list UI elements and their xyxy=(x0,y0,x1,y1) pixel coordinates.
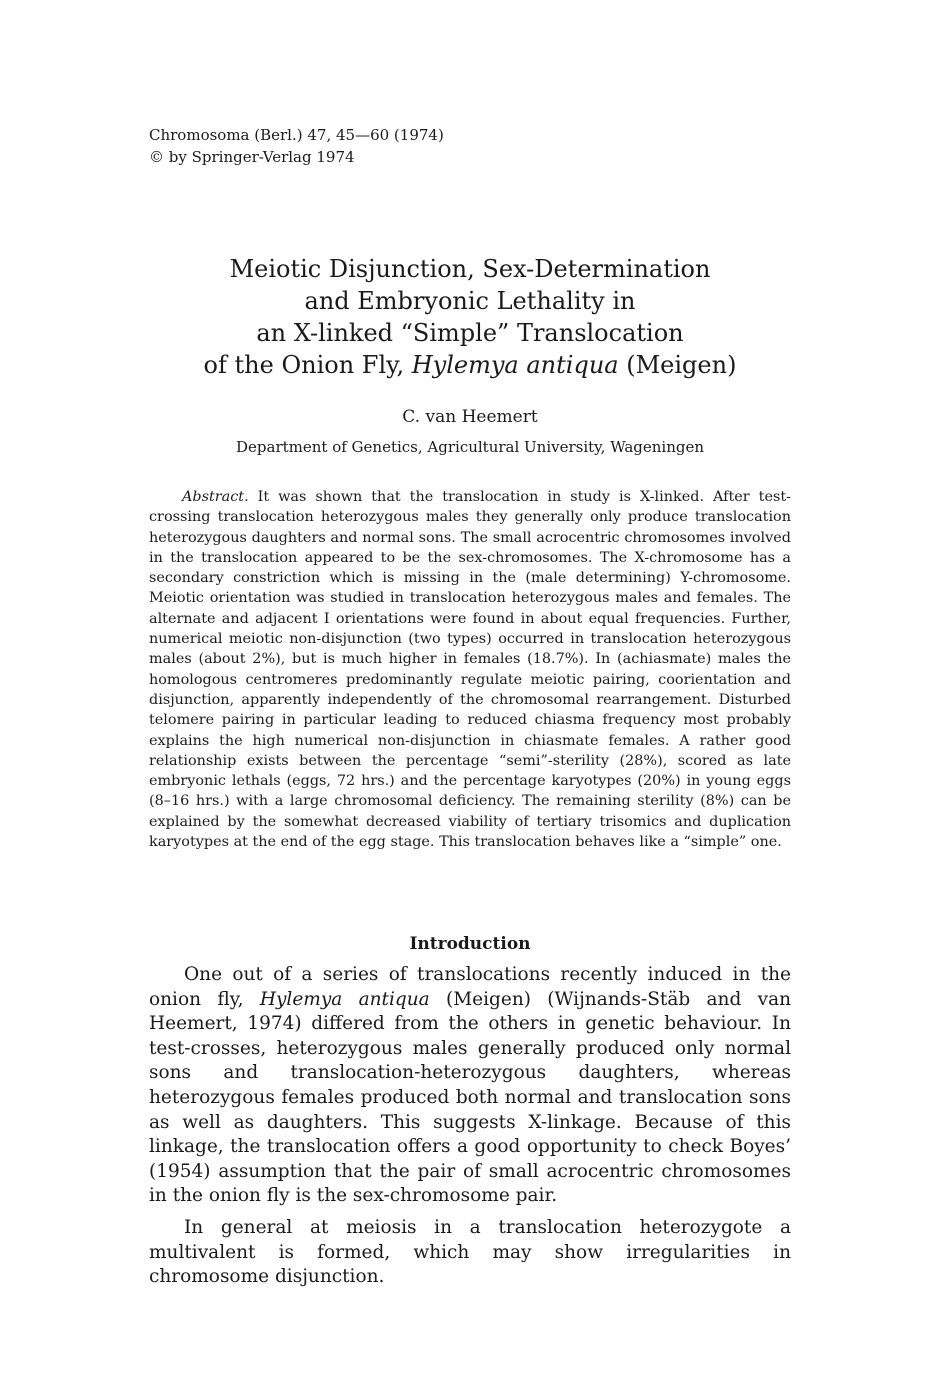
intro-paragraph-1 xyxy=(149,963,791,1209)
intro-p1-start: One out of a series of translocations recently induced in the onion fly, xyxy=(149,964,791,1010)
author-name: C. van Heemert xyxy=(402,407,538,427)
abstract xyxy=(149,487,791,852)
title-line-4 xyxy=(150,349,790,381)
journal-citation: Chromosoma (Berl.) 47, 45—60 (1974) xyxy=(149,126,444,144)
section-heading-introduction: Introduction xyxy=(409,934,531,954)
abstract-label: Abstract. xyxy=(182,489,249,505)
title-species: Hylemya antiqua xyxy=(411,351,619,379)
title-line-2: and Embryonic Lethality in xyxy=(304,287,636,315)
title-line-4-prefix: of the Onion Fly, xyxy=(203,351,412,379)
intro-species: Hylemya antiqua xyxy=(259,988,430,1010)
intro-paragraph-2: In general at meiosis in a translocation heterozygote a multivalent is formed, which may show irregularities in chromosome disjunction. xyxy=(149,1216,791,1288)
copyright-notice: © by Springer-Verlag 1974 xyxy=(149,148,355,166)
abstract-text: It was shown that the translocation in study is X-linked. After test-crossing translocation heterozygous males they generally only produce translocation heterozygous daughters and normal sons. The small acrocentric chromosomes involved in the translocation appeared to be the sex-chromosomes. The X-chromosome has a secondary constriction which is missing in the (male determining) Y-chromosome. Meiotic orientation was studied in translocation heterozygous males and females. The alternate and adjacent I orientations were found in about equal frequencies. Further, numerical meiotic non-disjunction (two types) occurred in translocation heterozygous males (about 2%), but is much higher in females (18.7%). In (achiasmate) males the homologous centromeres predominantly regulate meiotic pairing, coorientation and disjunction, apparently independently of the chromosomal rearrangement. Disturbed telomere pairing in particular leading to reduced chiasma frequency most probably explains the high numerical non-disjunction in chiasmate females. A rather good relationship exists between the percentage “semi”-sterility (28%), scored as late embryonic lethals (eggs, 72 hrs.) and the percentage karyotypes (20%) in young eggs (8–16 hrs.) with a large chromosomal deficiency. The remaining sterility (8%) can be explained by the somewhat decreased viability of tertiary trisomics and duplication karyotypes at the end of the egg stage. This translocation behaves like a “simple” one. xyxy=(149,489,791,851)
title-line-1: Meiotic Disjunction, Sex-Determination xyxy=(229,255,711,283)
introduction-body xyxy=(149,963,791,1297)
intro-p1-rest: (Meigen) (Wijnands-Stäb and van Heemert, 1974) differed from the others in genetic behaviour. In test-crosses, heterozygous males generally produced only normal sons and translocation-heterozygous daughters, whereas heterozygous females produced both normal and translocation sons as well as daughters. This suggests X-linkage. Because of this linkage, the translocation offers a good opportunity to check Boyes’ (1954) assumption that the pair of small acrocentric chromosomes in the onion fly is the sex-chromosome pair. xyxy=(149,988,792,1207)
paper-title xyxy=(150,253,790,381)
title-line-3: an X-linked “Simple” Translocation xyxy=(256,319,684,347)
journal-header xyxy=(149,124,444,168)
abstract-paragraph xyxy=(149,487,791,852)
title-line-4-suffix: (Meigen) xyxy=(618,351,737,379)
author-affiliation: Department of Genetics, Agricultural University, Wageningen xyxy=(236,438,704,456)
